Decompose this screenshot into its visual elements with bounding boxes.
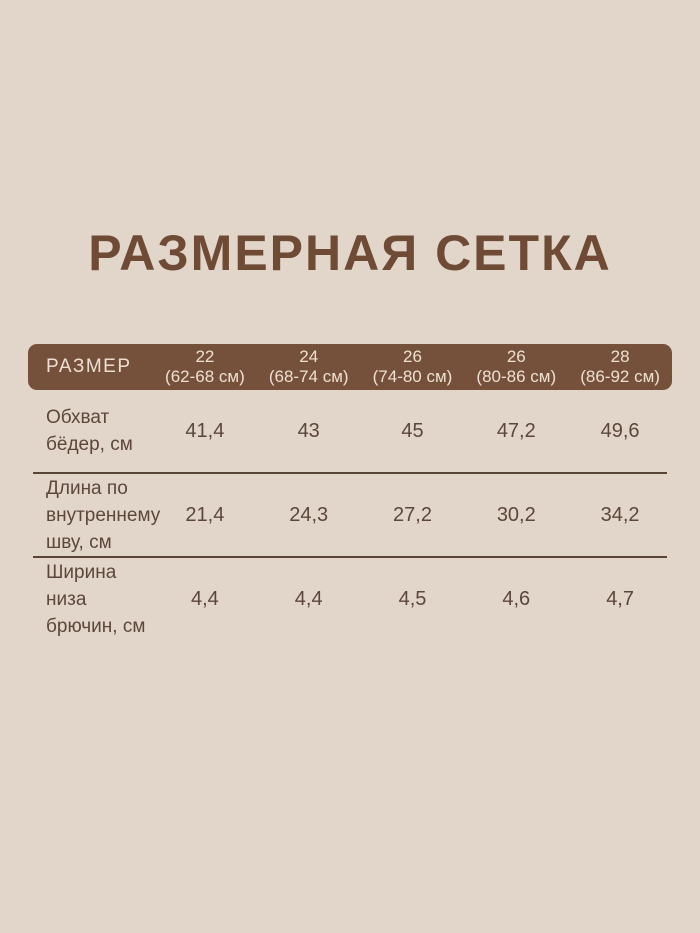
- row-value: 4,4: [190, 587, 219, 610]
- header-size-range: (86-92 см): [580, 367, 660, 386]
- row-label: Обхват бёдер, см: [46, 407, 133, 455]
- header-column-2: [257, 347, 361, 387]
- row-value: 45: [401, 419, 424, 442]
- row-value: 4,4: [294, 587, 323, 610]
- row-value: 43: [297, 419, 320, 442]
- header-size-value: 24: [299, 347, 319, 366]
- row-label: Длина по внутреннему шву, см: [46, 477, 161, 553]
- header-size-value: 28: [610, 347, 630, 366]
- row-value: 41,4: [185, 419, 225, 442]
- header-column-1: [153, 347, 257, 387]
- row-value: 30,2: [496, 503, 536, 526]
- table-row-inseam-length: [28, 474, 672, 556]
- size-table: [28, 344, 672, 640]
- row-value: 49,6: [600, 419, 640, 442]
- row-value: 4,7: [606, 587, 634, 610]
- header-size-range: (62-68 см): [165, 367, 245, 386]
- row-label: Ширина низа брючин, см: [46, 561, 146, 637]
- row-value: 4,6: [502, 587, 531, 610]
- page-title: РАЗМЕРНАЯ СЕТКА: [88, 225, 612, 281]
- header-size-range: (74-80 см): [372, 367, 453, 386]
- header-size-range: (80-86 см): [476, 367, 557, 386]
- header-size-label: РАЗМЕР: [46, 356, 132, 377]
- row-value: 47,2: [496, 419, 536, 442]
- table-row-leg-bottom-width: [28, 558, 672, 640]
- header-column-3: [361, 347, 465, 387]
- row-value: 24,3: [289, 503, 329, 526]
- header-column-4: [464, 347, 568, 387]
- row-value: 27,2: [393, 503, 432, 526]
- header-size-value: 22: [195, 347, 215, 366]
- table-row-hip-girth: [28, 390, 672, 472]
- header-size-range: (68-74 см): [268, 367, 349, 386]
- header-size-value: 26: [506, 347, 526, 366]
- header-column-5: [568, 347, 672, 387]
- row-value: 4,5: [398, 587, 427, 610]
- row-value: 34,2: [600, 503, 640, 526]
- header-size-value: 26: [403, 347, 422, 366]
- table-header-row: [28, 344, 672, 390]
- row-value: 21,4: [185, 503, 225, 526]
